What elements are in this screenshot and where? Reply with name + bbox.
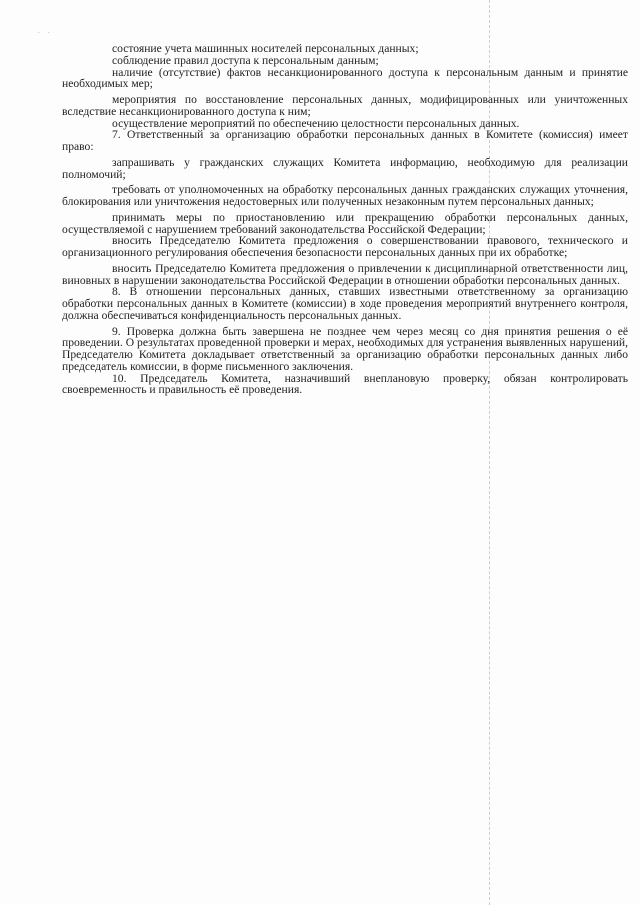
paragraph-10: вносить Председателю Комитета предложения о привлечении к дисциплинарной ответственности лиц, виновных в нарушении законодательства Российской Федерации в отношении обработки персональных данных. [62,261,628,287]
paragraph-6: запрашивать у гражданских служащих Комитета информацию, необходимую для реализации полномочий; [62,155,628,181]
paragraph-item-9: 9. Проверка должна быть завершена не позднее чем через месяц со дня принятия решения о её проведении. О результатах проведенной проверки и мерах, необходимых для устранения выявленных нарушений, Председателю Комитета докладывает ответственный за организацию обработки персональных данных либо председатель комиссии, в форме письменного заключения. [62,324,628,373]
paragraph-2: соблюдение правил доступа к персональным данным; [112,53,379,67]
paragraph-7: требовать от уполномоченных на обработку персональных данных гражданских служащих уточнения, блокирования или уничтожения недостоверных или полученных незаконным путем персональных данных; [62,183,628,208]
paragraph-5: осуществление мероприятий по обеспечению целостности персональных данных. [112,116,520,130]
paragraph-item-10: 10. Председатель Комитета, назначивший внеплановую проверку, обязан контролировать своевременность и правильность её проведения. [62,371,628,397]
document-body [62,43,628,396]
paragraph-item-8: 8. В отношении персональных данных, ставших известными ответственному за организацию обработки персональных данных в Комитете (комиссии) в ходе проведения мероприятий внутреннего контроля, должна обеспечиваться конфиденциальность персональных данных. [62,285,628,322]
paragraph-item-7: 7. Ответственный за организацию обработки персональных данных в Комитете (комиссия) имеет право: [62,128,628,153]
paragraph-9: вносить Председателю Комитета предложения о совершенствовании правового, технического и организационного регулирования обеспечения безопасности персональных данных при их обработке; [62,234,628,259]
paragraph-8: принимать меры по приостановлению или прекращению обработки персональных данных, осуществляемой с нарушением требований законодательства Российской Федерации; [62,210,628,236]
paragraph-4: мероприятия по восстановление персональных данных, модифицированных или уничтоженных вследствие несанкционированного доступа к ним; [62,93,628,118]
paragraph-1: состояние учета машинных носителей персональных данных; [112,42,419,55]
scan-artifact: · · [38,30,53,37]
paragraph-3: наличие (отсутствие) фактов несанкционированного доступа к персональным данным и принятие необходимых мер; [62,65,628,91]
